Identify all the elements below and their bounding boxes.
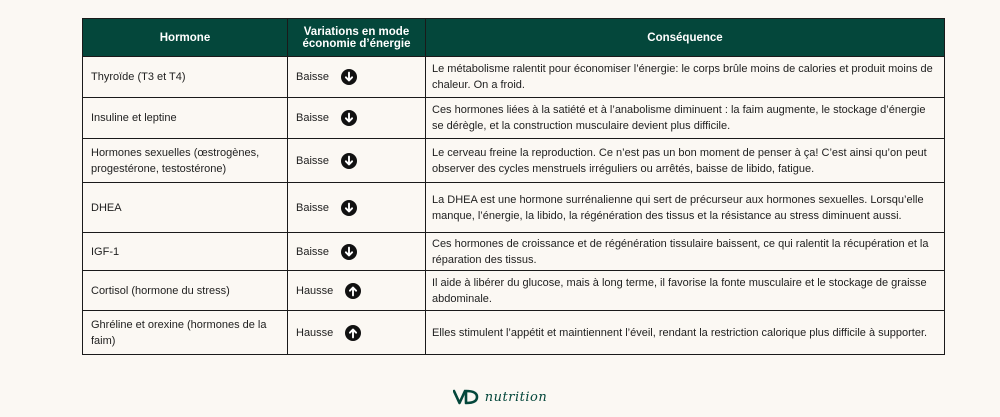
- header-consequence: Conséquence: [426, 19, 945, 57]
- table-header-row: [83, 19, 945, 57]
- variation-label: Baisse: [296, 154, 330, 167]
- variation-label: Baisse: [296, 245, 330, 258]
- cell-consequence: Ces hormones de croissance et de régénération tissulaire baissent, ce qui ralentit la récupération et la réparation des tissus.: [426, 233, 945, 271]
- cell-consequence: La DHEA est une hormone surrénalienne qui sert de précurseur aux hormones sexuelles. Lorsqu’elle manque, l’énergie, la libido, la régénération des tissus et la résistance au stress diminuent aussi.: [426, 183, 945, 233]
- cell-variation: [288, 271, 426, 311]
- cell-hormone: Ghréline et orexine (hormones de la faim): [83, 311, 288, 355]
- logo-text: nutrition: [484, 389, 548, 405]
- cell-hormone: Hormones sexuelles (œstrogènes, progestérone, testostérone): [83, 139, 288, 183]
- cell-variation: [288, 139, 426, 183]
- cell-variation: [288, 57, 426, 98]
- arrow-down-circle-icon: [341, 153, 357, 169]
- arrow-down-circle-icon: [341, 110, 357, 126]
- cell-variation: [288, 311, 426, 355]
- cell-variation: [288, 98, 426, 139]
- variation-label: Baisse: [296, 71, 330, 83]
- arrow-up-circle-icon: [345, 283, 361, 299]
- cell-consequence: Il aide à libérer du glucose, mais à long terme, il favorise la fonte musculaire et le stockage de graisse abdominale.: [426, 271, 945, 311]
- arrow-down-circle-icon: [341, 69, 357, 85]
- vd-logo-mark: [453, 389, 479, 405]
- variation-label: Hausse: [296, 284, 334, 297]
- table-row: [83, 139, 945, 183]
- cell-hormone: IGF-1: [83, 233, 288, 271]
- table-row: [83, 311, 945, 355]
- cell-hormone: Thyroïde (T3 et T4): [83, 57, 288, 98]
- variation-label: Baisse: [296, 201, 330, 214]
- variation-label: Hausse: [296, 326, 334, 339]
- arrow-down-circle-icon: [341, 244, 357, 260]
- table-row: [83, 57, 945, 98]
- table-row: [83, 98, 945, 139]
- cell-variation: [288, 183, 426, 233]
- cell-hormone: Insuline et leptine: [83, 98, 288, 139]
- cell-consequence: Ces hormones liées à la satiété et à l’anabolisme diminuent : la faim augmente, le stockage d’énergie se dérègle, et la construction musculaire devient plus difficile.: [426, 98, 945, 139]
- header-hormone: Hormone: [83, 19, 288, 57]
- table-row: [83, 271, 945, 311]
- arrow-up-circle-icon: [345, 325, 361, 341]
- cell-consequence: Elles stimulent l’appétit et maintiennent l’éveil, rendant la restriction calorique plus difficile à supporter.: [426, 311, 945, 355]
- variation-label: Baisse: [296, 112, 330, 124]
- header-variation: Variations en mode économie d’énergie: [288, 19, 426, 57]
- cell-consequence: Le cerveau freine la reproduction. Ce n’est pas un bon moment de penser à ça! C’est ainsi qu’on peut observer des cycles menstruels irréguliers ou arrêtés, baisse de libido, fatigue.: [426, 139, 945, 183]
- cell-variation: [288, 233, 426, 271]
- arrow-down-circle-icon: [341, 200, 357, 216]
- cell-hormone: Cortisol (hormone du stress): [83, 271, 288, 311]
- table-row: [83, 183, 945, 233]
- hormone-table: [82, 18, 945, 355]
- table-row: [83, 233, 945, 271]
- brand-logo: [0, 386, 1000, 408]
- cell-consequence: Le métabolisme ralentit pour économiser l’énergie: le corps brûle moins de calories et produit moins de chaleur. On a froid.: [426, 57, 945, 98]
- cell-hormone: DHEA: [83, 183, 288, 233]
